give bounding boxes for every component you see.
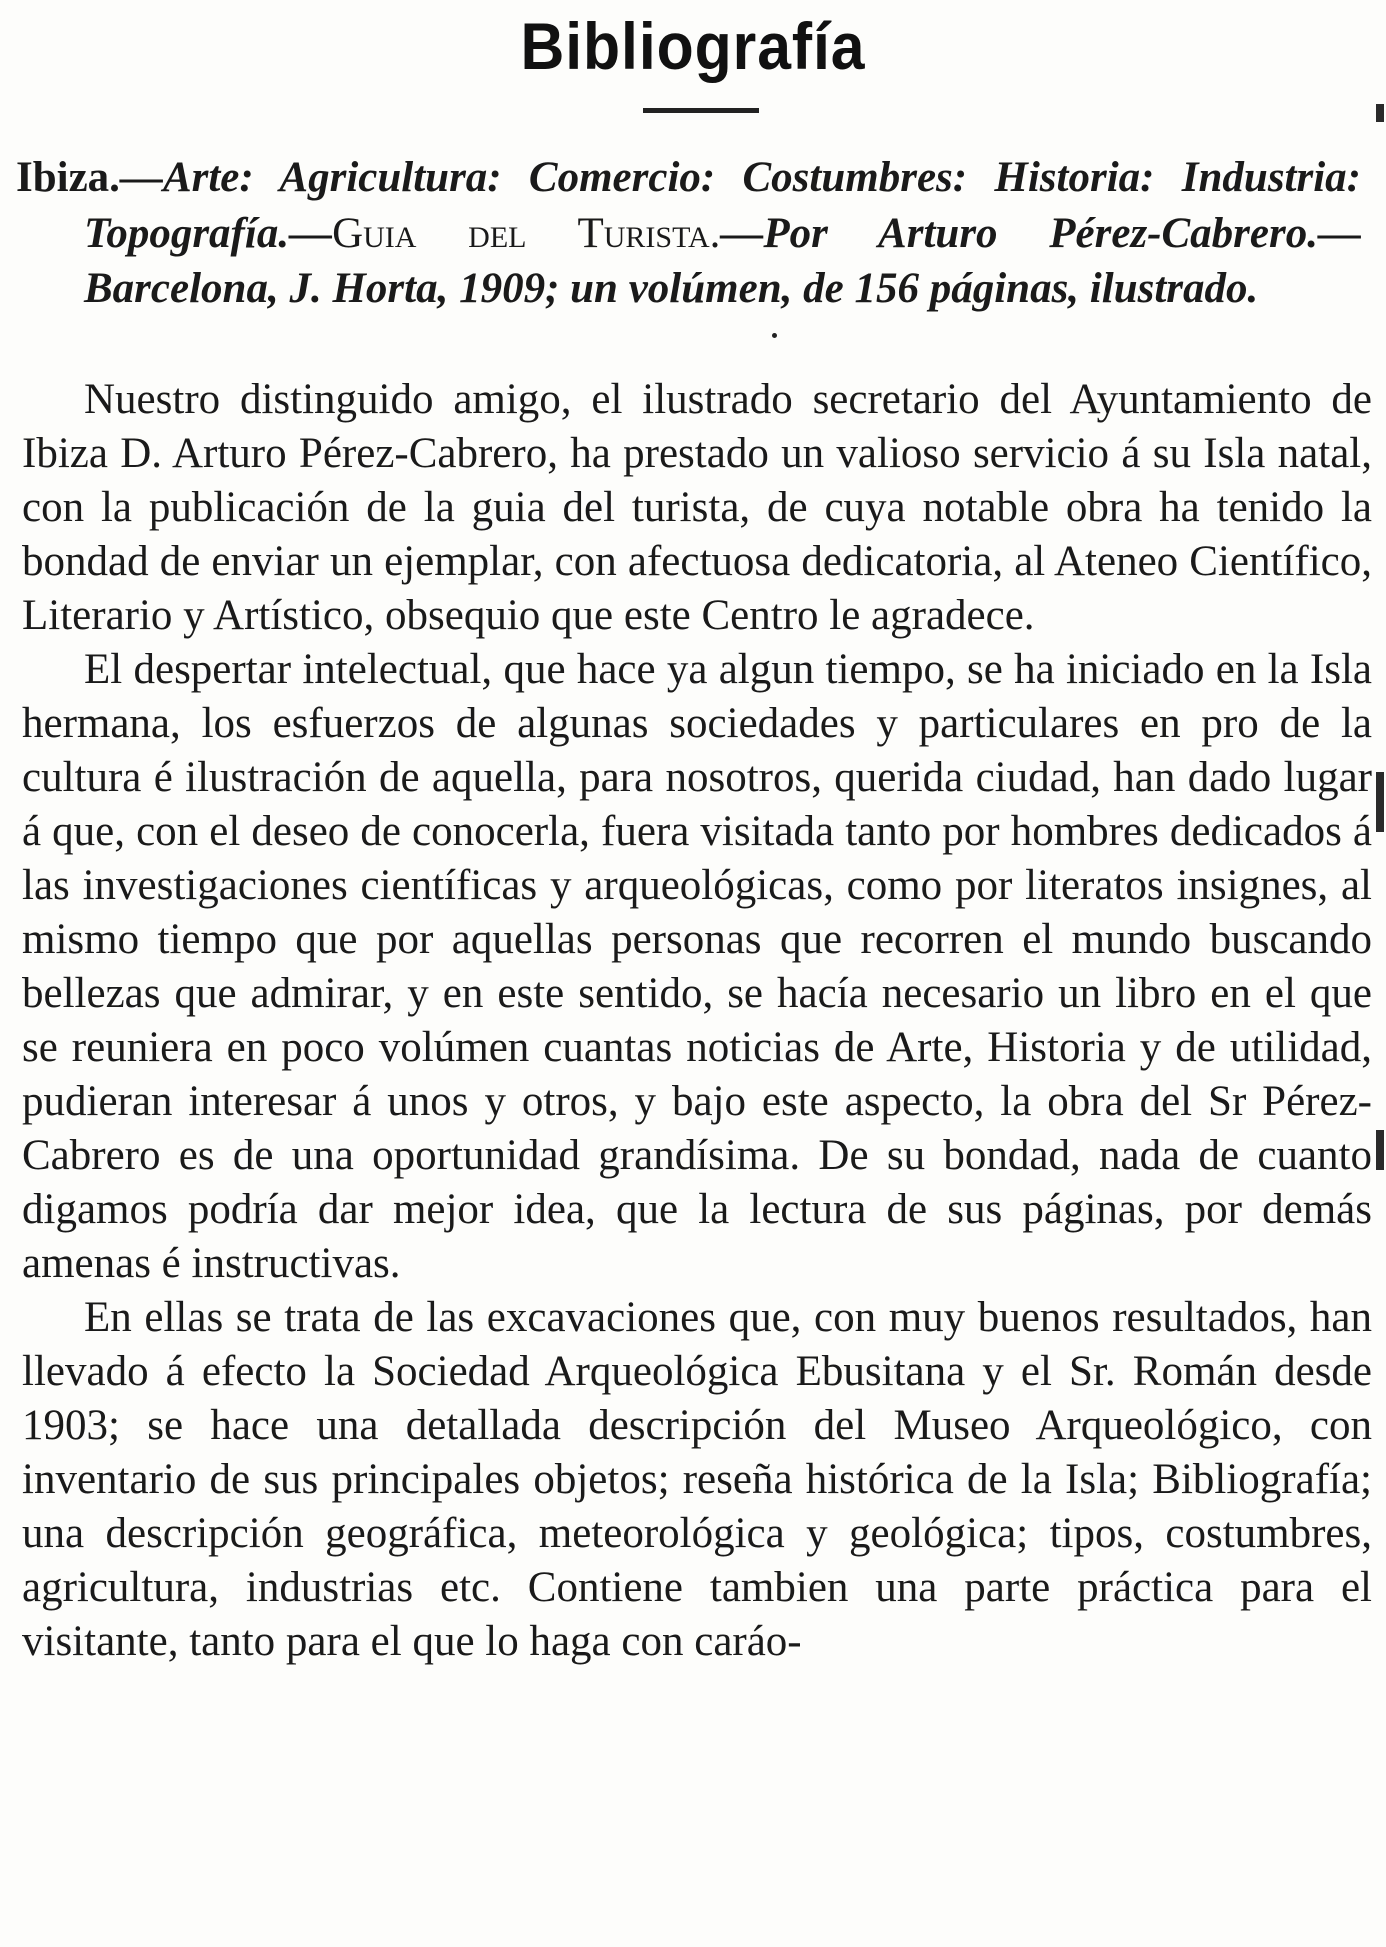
paragraph: Nuestro distinguido amigo, el ilustrado secretario del Ayuntamiento de Ibiza D. Arturo Pérez-Cabrero, ha prestado un valioso servicio á su Isla natal, con la publicación de la guia del turista, de cuya notable obra ha tenido la bondad de enviar un ejemplar, con afectuosa dedicatoria, al Ateneo Científico, Literario y Artístico, obsequio que este Centro le agradece. <box>22 376 1372 639</box>
paragraph: El despertar intelectual, que hace ya algun tiempo, se ha iniciado en la Isla hermana, los esfuerzos de algunas sociedades y particulares en pro de la cultura é ilustración de aquella, para nosotros, querida ciudad, han dado lugar á que, con el deseo de conocerla, fuera visitada tanto por hombres dedicados á las investigaciones científicas y arqueológicas, como por literatos insignes, al mismo tiempo que por aquellas personas que recorren el mundo buscando bellezas que admirar, y en este sentido, se hacía necesario un libro en el que se reuniera en poco volúmen cuantas noticias de Arte, Historia y de utilidad, pudieran interesar á unos y otros, y bajo este aspecto, la obra del Sr Pérez-Cabrero es de una oportunidad grandísima. De su bondad, nada de cuanto digamos podría dar mejor idea, que la lectura de sus páginas, por demás amenas é instructivas. <box>22 646 1372 1287</box>
citation-series: Guia del Turista. <box>332 209 721 257</box>
page-title: Bibliografía <box>520 9 866 83</box>
citation-details: Por Arturo Pérez-Cabrero.—Barcelona, J. Horta, 1909; un volúmen, de 156 páginas, ilustrado. <box>84 209 1361 312</box>
citation-dash: — <box>720 209 764 257</box>
title-underline <box>643 108 759 113</box>
citation-dash: — <box>119 154 163 201</box>
article-body <box>22 373 1372 1669</box>
bibliographic-citation <box>16 150 1361 317</box>
paragraph: En ellas se trata de las excavaciones que, con muy buenos resultados, han llevado á efecto la Sociedad Arqueológica Ebusitana y el Sr. Román desde 1903; se hace una detallada descripción del Museo Arqueológico, con inventario de sus principales objetos; reseña histórica de la Isla; Bibliografía; una descripción geográfica, meteorológica y geológica; tipos, costumbres, agricultura, industrias etc. Contiene tambien una parte práctica para el visitante, tanto para el que lo haga con caráo- <box>22 1294 1372 1665</box>
scan-edge-mark <box>1376 772 1384 832</box>
scan-edge-mark <box>1376 1130 1384 1170</box>
citation-place: Ibiza. <box>16 154 120 201</box>
stray-ink-dot <box>772 333 777 338</box>
citation-subjects: Arte: Agricultura: Comercio: Costumbres: Historia: Industria: Topografía. <box>84 154 1361 257</box>
scan-edge-mark <box>1376 104 1384 122</box>
citation-dash: — <box>289 209 333 257</box>
